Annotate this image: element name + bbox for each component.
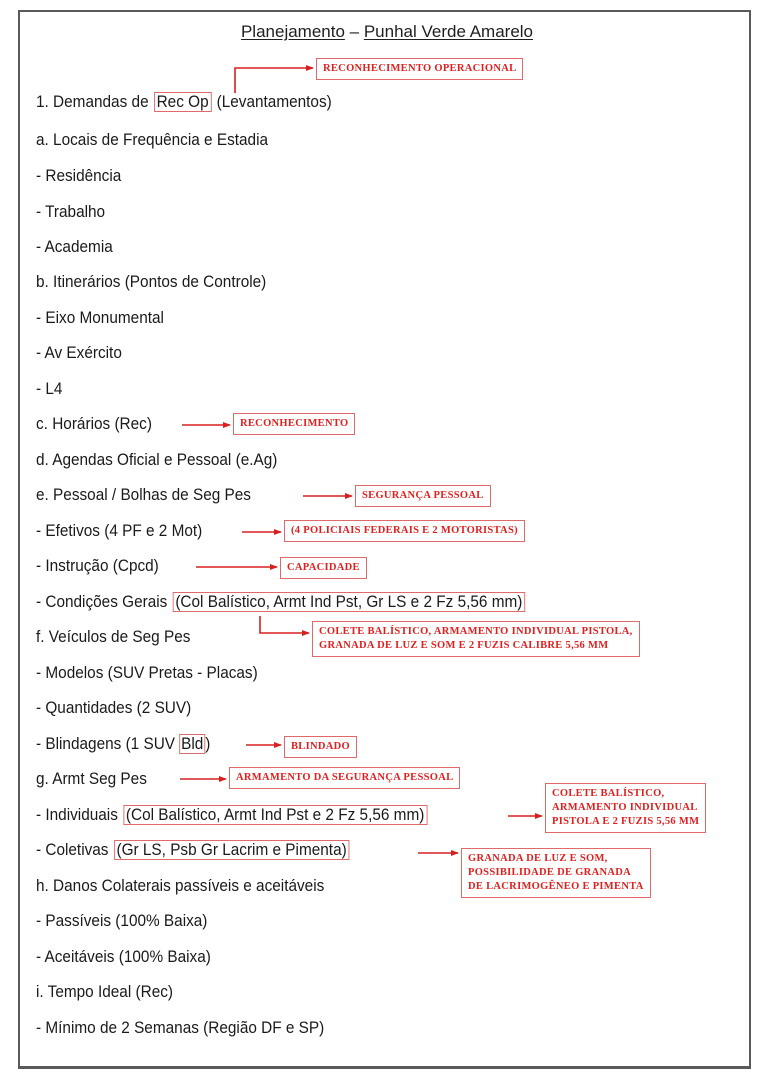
highlight-coletivas: (Gr LS, Psb Gr Lacrim e Pimenta) xyxy=(114,840,350,860)
line-efetivos: - Efetivos (4 PF e 2 Mot) xyxy=(36,522,203,540)
title-separator: – xyxy=(344,22,364,41)
annotation-efetivos: (4 POLICIAIS FEDERAIS E 2 MOTORISTAS) xyxy=(284,520,525,542)
annotation-rec: RECONHECIMENTO xyxy=(233,413,355,435)
line-quantidades: - Quantidades (2 SUV) xyxy=(36,699,192,717)
line-veiculos: f. Veículos de Seg Pes xyxy=(36,628,191,646)
annotation-line: DE LACRIMOGÊNEO E PIMENTA xyxy=(468,881,644,892)
annotation-line: ARMAMENTO INDIVIDUAL xyxy=(552,802,698,813)
line-horarios: c. Horários (Rec) xyxy=(36,415,152,433)
line-blindagens xyxy=(36,735,210,754)
line-armt: g. Armt Seg Pes xyxy=(36,770,147,788)
line-text: 1. Demandas de xyxy=(36,93,153,111)
line-locais: a. Locais de Frequência e Estadia xyxy=(36,131,269,149)
highlight-rec-op: Rec Op xyxy=(154,92,212,112)
annotation-line: COLETE BALÍSTICO, ARMAMENTO INDIVIDUAL PISTOLA, xyxy=(319,626,633,637)
line-eixo: - Eixo Monumental xyxy=(36,309,164,327)
highlight-bld: Bld xyxy=(181,735,204,753)
line-condicoes xyxy=(36,593,526,612)
line-passiveis: - Passíveis (100% Baixa) xyxy=(36,912,208,930)
line-text: ) xyxy=(205,735,211,753)
line-academia: - Academia xyxy=(36,238,113,256)
annotation-line: POSSIBILIDADE DE GRANADA xyxy=(468,867,631,878)
title-part-1: Planejamento xyxy=(240,22,345,41)
annotation-line: PISTOLA E 2 FUZIS 5,56 MM xyxy=(552,816,700,827)
title-part-2: Punhal Verde Amarelo xyxy=(363,22,534,41)
annotation-line: GRANADA DE LUZ E SOM, xyxy=(468,853,608,864)
annotation-coletivas xyxy=(461,848,651,898)
line-text: - Coletivas xyxy=(36,841,113,859)
annotation-line: GRANADA DE LUZ E SOM E 2 FUZIS CALIBRE 5,56 MM xyxy=(319,640,609,651)
page-title xyxy=(0,22,774,42)
annotation-cond-gerais xyxy=(312,621,640,657)
annotation-line: COLETE BALÍSTICO, xyxy=(552,788,665,799)
line-residencia: - Residência xyxy=(36,167,122,185)
line-modelos: - Modelos (SUV Pretas - Placas) xyxy=(36,664,258,682)
line-tempo: i. Tempo Ideal (Rec) xyxy=(36,983,174,1001)
line-text: (Levantamentos) xyxy=(212,93,332,111)
line-text: - Condições Gerais xyxy=(36,593,172,611)
line-minimo: - Mínimo de 2 Semanas (Região DF e SP) xyxy=(36,1019,325,1037)
line-itinerarios: b. Itinerários (Pontos de Controle) xyxy=(36,273,267,291)
line-aceitaveis: - Aceitáveis (100% Baixa) xyxy=(36,948,211,966)
line-demandas xyxy=(36,93,332,112)
line-text: - Individuais xyxy=(36,806,123,824)
highlight-individuais: (Col Balístico, Armt Ind Pst e 2 Fz 5,56 mm) xyxy=(123,805,427,825)
annotation-cpcd: CAPACIDADE xyxy=(280,557,367,579)
line-agendas: d. Agendas Oficial e Pessoal (e.Ag) xyxy=(36,451,278,469)
line-l4: - L4 xyxy=(36,380,63,398)
line-danos: h. Danos Colaterais passíveis e aceitáveis xyxy=(36,877,325,895)
annotation-rec-op: RECONHECIMENTO OPERACIONAL xyxy=(316,58,523,80)
line-individuais xyxy=(36,806,428,825)
line-av-exercito: - Av Exército xyxy=(36,344,122,362)
line-trabalho: - Trabalho xyxy=(36,203,106,221)
annotation-individuais xyxy=(545,783,706,833)
annotation-seg-pes: SEGURANÇA PESSOAL xyxy=(355,485,491,507)
line-coletivas xyxy=(36,841,350,860)
line-text: - Blindagens (1 SUV xyxy=(36,735,180,753)
highlight-condicoes: (Col Balístico, Armt Ind Pst, Gr LS e 2 Fz 5,56 mm) xyxy=(173,592,526,612)
annotation-armt: ARMAMENTO DA SEGURANÇA PESSOAL xyxy=(229,767,460,789)
line-pessoal: e. Pessoal / Bolhas de Seg Pes xyxy=(36,486,251,504)
line-instrucao: - Instrução (Cpcd) xyxy=(36,557,159,575)
annotation-bld: BLINDADO xyxy=(284,736,357,758)
